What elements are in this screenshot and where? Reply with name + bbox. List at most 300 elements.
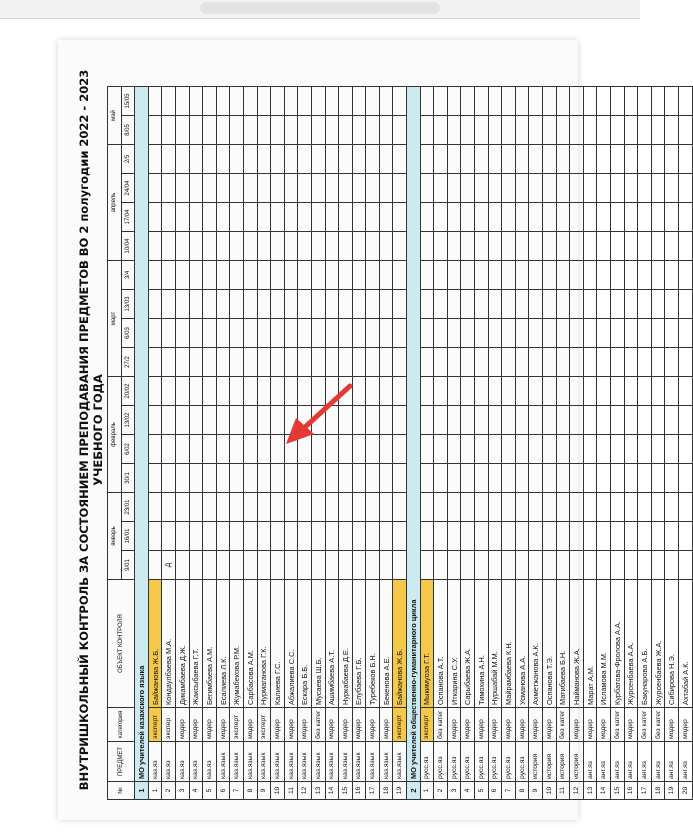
row-category: без катег (651, 708, 665, 742)
teacher-name: Бакунарова А.Б. (638, 580, 652, 708)
date-header: 2/5 (121, 145, 135, 174)
row-num: 9 (257, 782, 271, 800)
teacher-name: Елубаева Г.Б. (352, 580, 366, 708)
teacher-name: Майрамбаева К.Н. (502, 580, 516, 708)
mark-cell (597, 319, 611, 348)
mark-cell (583, 348, 597, 377)
row-subject: каз.язык (230, 742, 244, 782)
mark-cell (638, 203, 652, 232)
row-num: 18 (651, 782, 665, 800)
row-category: эксперт (420, 708, 434, 742)
row-category: модер (325, 708, 339, 742)
table-row (624, 87, 638, 800)
row-subject: анг.яз (665, 742, 679, 782)
row-category: модер (447, 708, 461, 742)
date-header: 3/4 (121, 261, 135, 290)
row-subject: русс.яз (447, 742, 461, 782)
row-subject: каз.язык (352, 742, 366, 782)
row-subject: каз.язык (339, 742, 353, 782)
mark-cell (597, 493, 611, 522)
date-header: 17/04 (121, 203, 135, 232)
row-num: 2 (434, 782, 448, 800)
row-subject: каз.язык (257, 742, 271, 782)
mark-cell (651, 464, 665, 493)
mark-cell (665, 551, 679, 580)
mark-cell (665, 319, 679, 348)
teacher-name: Мусаева Ш.Б. (311, 580, 325, 708)
mark-cell (665, 145, 679, 174)
row-num: 1 (420, 782, 434, 800)
mark-cell (597, 464, 611, 493)
row-num: 11 (284, 782, 298, 800)
row-num: 19 (393, 782, 407, 800)
teacher-name: Абжалиева С.С. (284, 580, 298, 708)
row-subject: анг.яз (624, 742, 638, 782)
header-category: категория (108, 708, 135, 742)
row-num: 6 (488, 782, 502, 800)
row-category: без катег (311, 708, 325, 742)
row-num: 11 (556, 782, 570, 800)
section-title: МО учителей казахского языка (135, 87, 149, 782)
row-category: модер (243, 708, 257, 742)
row-num: 6 (216, 782, 230, 800)
mark-cell (597, 261, 611, 290)
mark-cell (597, 435, 611, 464)
teacher-name: Сарыбаева Ж.А. (461, 580, 475, 708)
mark-cell (651, 232, 665, 261)
row-num: 2 (162, 782, 176, 800)
mark-cell (583, 87, 597, 116)
mark-cell (583, 116, 597, 145)
mark-cell (638, 261, 652, 290)
mark-cell (638, 493, 652, 522)
date-header: 27/2 (121, 348, 135, 377)
row-category: модер (678, 708, 692, 742)
row-num: 18 (379, 782, 393, 800)
mark-cell (624, 174, 638, 203)
mark-cell (651, 145, 665, 174)
mark-cell (678, 203, 692, 232)
row-num: 17 (366, 782, 380, 800)
mark-cell (665, 348, 679, 377)
date-header: 23/01 (121, 493, 135, 522)
row-category: модер (216, 708, 230, 742)
mark-cell (651, 551, 665, 580)
row-subject: каз.язык (366, 742, 380, 782)
section-title: МО учителей общественно-гуманитарного цикла (407, 87, 421, 782)
mark-cell (610, 377, 624, 406)
mark-cell (638, 435, 652, 464)
table-row (583, 87, 597, 800)
mark-cell (583, 290, 597, 319)
row-num: 17 (638, 782, 652, 800)
row-category: модер (543, 708, 557, 742)
date-header: 15/05 (121, 87, 135, 116)
teacher-name: Нуркабаева Д.Е. (339, 580, 353, 708)
row-num: 12 (298, 782, 312, 800)
row-subject: история (570, 742, 584, 782)
teacher-name: Бегимбаева А.М. (203, 580, 217, 708)
teacher-name: Туребеков Б.Н. (366, 580, 380, 708)
mark-cell (624, 116, 638, 145)
row-category: модер (488, 708, 502, 742)
mark-cell (638, 377, 652, 406)
mark-cell (651, 87, 665, 116)
row-category: модер (502, 708, 516, 742)
mark-cell (651, 319, 665, 348)
mark-cell (583, 145, 597, 174)
mark-cell (624, 232, 638, 261)
row-num: 15 (339, 782, 353, 800)
row-subject: каз.яз (189, 742, 203, 782)
row-num: 3 (447, 782, 461, 800)
row-num: 7 (230, 782, 244, 800)
mark-cell (651, 290, 665, 319)
mark-cell (583, 261, 597, 290)
mark-cell (624, 551, 638, 580)
teacher-name: Сарбасова А.М. (243, 580, 257, 708)
mark-cell (678, 261, 692, 290)
table-row (638, 87, 652, 800)
row-category: модер (284, 708, 298, 742)
teacher-name: Журсенбаева А.А. (624, 580, 638, 708)
month-header: март (108, 261, 122, 377)
row-category: без катег (434, 708, 448, 742)
teacher-name: Бекенова А.Е. (379, 580, 393, 708)
row-category: модер (529, 708, 543, 742)
row-num: 12 (570, 782, 584, 800)
row-category: модер (339, 708, 353, 742)
mark-cell (678, 319, 692, 348)
table-row (665, 87, 679, 800)
mark-cell (583, 232, 597, 261)
mark-cell (678, 232, 692, 261)
mark-cell (624, 203, 638, 232)
teacher-name: Иткарина С.У. (447, 580, 461, 708)
teacher-name: Журсенбаева Ж.А. (651, 580, 665, 708)
row-subject: каз.яз (175, 742, 189, 782)
mark-cell (678, 551, 692, 580)
row-category: эксперт (148, 708, 162, 742)
teacher-name: Ахметжанова А.К. (529, 580, 543, 708)
teacher-name: Матибаева Б.Н. (556, 580, 570, 708)
row-category: без катег (638, 708, 652, 742)
mark-cell (624, 435, 638, 464)
mark-cell (624, 493, 638, 522)
row-category: эксперт (257, 708, 271, 742)
mark-cell (665, 261, 679, 290)
row-num: 4 (189, 782, 203, 800)
mark-cell (583, 319, 597, 348)
mark-cell (678, 145, 692, 174)
row-category: модер (298, 708, 312, 742)
teacher-name: Кондаулбаева М.А. (162, 580, 176, 708)
mark-cell (610, 464, 624, 493)
mark-cell (651, 435, 665, 464)
mark-cell (583, 174, 597, 203)
mark-cell (610, 319, 624, 348)
row-category: модер (475, 708, 489, 742)
row-num: 14 (325, 782, 339, 800)
row-subject: история (556, 742, 570, 782)
mark-cell (678, 377, 692, 406)
date-header: 13/02 (121, 406, 135, 435)
table-row (597, 87, 611, 800)
mark-cell (638, 406, 652, 435)
row-subject: анг.яз (610, 742, 624, 782)
mark-cell (610, 435, 624, 464)
mark-cell (678, 406, 692, 435)
row-num: 10 (543, 782, 557, 800)
teacher-name: Курбатова-Фролова А.А. (610, 580, 624, 708)
mark-cell (665, 493, 679, 522)
table-row (610, 87, 624, 800)
mark-cell (678, 522, 692, 551)
teacher-name: Мыкимуоза Г.Т. (420, 580, 434, 708)
date-header: 16/01 (121, 522, 135, 551)
table-row (651, 87, 665, 800)
row-subject: каз.язык (393, 742, 407, 782)
teacher-name: Нуршабай М.М. (488, 580, 502, 708)
mark-cell (638, 145, 652, 174)
mark-cell: Д (162, 551, 176, 580)
mark-cell (610, 116, 624, 145)
browser-bar (0, 0, 640, 19)
mark-cell (665, 203, 679, 232)
date-header: 24/04 (121, 174, 135, 203)
row-category: экспер (162, 708, 176, 742)
row-subject: история (529, 742, 543, 782)
row-subject: русс.яз (461, 742, 475, 782)
row-subject: русс.яз (488, 742, 502, 782)
document-title: ВНУТРИШКОЛЬНЫЙ КОНТРОЛЬ ЗА СОСТОЯНИЕМ ПРЕПОДАВАНИЯ ПРЕДМЕТОВ ВО 2 полугодии 2022 - 2023 УЧЕБНОГО ГОДА (77, 69, 105, 791)
row-category: модер (583, 708, 597, 742)
row-subject: каз.яз (148, 742, 162, 782)
month-header: апрель (108, 145, 122, 261)
teacher-name: Усманова А.А. (515, 580, 529, 708)
row-subject: русс.яз (515, 742, 529, 782)
row-category: эксперт (393, 708, 407, 742)
mark-cell (610, 203, 624, 232)
row-subject: каз.язык (284, 742, 298, 782)
mark-cell (638, 319, 652, 348)
mark-cell (610, 145, 624, 174)
mark-cell (597, 290, 611, 319)
mark-cell (651, 116, 665, 145)
mark-cell (678, 290, 692, 319)
row-subject: русс.яз (502, 742, 516, 782)
row-subject: каз.яз (203, 742, 217, 782)
address-pill (200, 2, 440, 14)
mark-cell (678, 348, 692, 377)
month-header: январь (108, 493, 122, 580)
mark-cell (665, 406, 679, 435)
mark-cell (583, 522, 597, 551)
mark-cell (638, 551, 652, 580)
mark-cell (597, 348, 611, 377)
row-num: 16 (624, 782, 638, 800)
mark-cell (665, 435, 679, 464)
row-subject: анг.яз (597, 742, 611, 782)
row-subject: анг.яз (678, 742, 692, 782)
mark-cell (651, 522, 665, 551)
mark-cell (638, 116, 652, 145)
teacher-name: Оспанова Т.Э. (543, 580, 557, 708)
mark-cell (624, 145, 638, 174)
mark-cell (651, 377, 665, 406)
teacher-name: Оспанова А.Т. (434, 580, 448, 708)
month-header: май (108, 87, 122, 145)
row-category: модер (352, 708, 366, 742)
row-num: 13 (583, 782, 597, 800)
row-num: 5 (475, 782, 489, 800)
row-subject: каз.язык (379, 742, 393, 782)
row-num: 15 (610, 782, 624, 800)
mark-cell (610, 232, 624, 261)
mark-cell (597, 551, 611, 580)
row-category: модер (366, 708, 380, 742)
mark-cell (665, 290, 679, 319)
red-arrow-annotation (58, 40, 578, 820)
row-subject: анг.яз (638, 742, 652, 782)
date-header: 20/02 (121, 377, 135, 406)
mark-cell (678, 464, 692, 493)
row-subject: история (543, 742, 557, 782)
teacher-name: Жаксыбаева Г.Т. (189, 580, 203, 708)
mark-cell (665, 87, 679, 116)
row-category: модер (461, 708, 475, 742)
row-num: 20 (678, 782, 692, 800)
row-num: 1 (148, 782, 162, 800)
mark-cell (583, 493, 597, 522)
mark-cell (651, 348, 665, 377)
row-num: 8 (515, 782, 529, 800)
row-category: модер (271, 708, 285, 742)
row-category: модер (175, 708, 189, 742)
mark-cell (638, 87, 652, 116)
mark-cell (624, 319, 638, 348)
mark-cell (665, 377, 679, 406)
mark-cell (651, 203, 665, 232)
mark-cell (678, 493, 692, 522)
mark-cell (610, 493, 624, 522)
row-category: без катег (556, 708, 570, 742)
mark-cell (583, 406, 597, 435)
scanned-document-page (58, 40, 690, 820)
mark-cell (597, 377, 611, 406)
mark-cell (665, 232, 679, 261)
teacher-name: Байжанова Ж.Б. (148, 580, 162, 708)
row-category: модер (203, 708, 217, 742)
mark-cell (624, 522, 638, 551)
row-subject: русс.яз (475, 742, 489, 782)
mark-cell (583, 203, 597, 232)
mark-cell (651, 493, 665, 522)
teacher-name: Есалиева Л.К. (216, 580, 230, 708)
date-header: 10/04 (121, 232, 135, 261)
mark-cell (651, 406, 665, 435)
teacher-name: Тимохина А.Н. (475, 580, 489, 708)
mark-cell (665, 464, 679, 493)
row-category: модер (597, 708, 611, 742)
row-subject: анг.яз (583, 742, 597, 782)
row-num: 8 (243, 782, 257, 800)
mark-cell (665, 522, 679, 551)
mark-cell (624, 87, 638, 116)
mark-cell (583, 435, 597, 464)
row-subject: анг.яз (651, 742, 665, 782)
mark-cell (624, 377, 638, 406)
date-header: 6/03 (121, 319, 135, 348)
mark-cell (624, 290, 638, 319)
table-row (678, 87, 692, 800)
mark-cell (610, 406, 624, 435)
row-subject: каз.язык (243, 742, 257, 782)
row-num: 4 (461, 782, 475, 800)
teacher-name: Жумабекова Р.М. (230, 580, 244, 708)
month-header: февраль (108, 377, 122, 493)
row-subject: каз.язык (216, 742, 230, 782)
mark-cell (610, 522, 624, 551)
date-header: 30/1 (121, 464, 135, 493)
row-category: модер (624, 708, 638, 742)
row-category: эксперт (230, 708, 244, 742)
teacher-name: Ахтабай А.К. (678, 580, 692, 708)
mark-cell (583, 551, 597, 580)
mark-cell (678, 116, 692, 145)
mark-cell (624, 406, 638, 435)
row-subject: каз.язык (298, 742, 312, 782)
row-num: 19 (665, 782, 679, 800)
mark-cell (678, 87, 692, 116)
row-num: 13 (311, 782, 325, 800)
row-num: 16 (352, 782, 366, 800)
section-num: 2 (407, 782, 421, 800)
section-num: 1 (135, 782, 149, 800)
header-object: ОБЪЕКТ КОНТРОЛЯ (108, 580, 135, 708)
mark-cell (610, 348, 624, 377)
row-num: 7 (502, 782, 516, 800)
mark-cell (597, 145, 611, 174)
row-category: модер (379, 708, 393, 742)
mark-cell (638, 174, 652, 203)
teacher-name: Марат А.М. (583, 580, 597, 708)
mark-cell (583, 464, 597, 493)
teacher-name: Байжанова Ж.Б. (393, 580, 407, 708)
teacher-name: Ескара Б.Б. (298, 580, 312, 708)
teacher-name: Ашимбаева А.Т. (325, 580, 339, 708)
header-num: № (108, 782, 135, 800)
row-subject: каз.яз (162, 742, 176, 782)
mark-cell (638, 290, 652, 319)
row-subject: русс.яз (434, 742, 448, 782)
mark-cell (610, 87, 624, 116)
teacher-name: Исламова М.М. (597, 580, 611, 708)
teacher-name: Калиева Г.С. (271, 580, 285, 708)
mark-cell (597, 87, 611, 116)
row-category: модер (515, 708, 529, 742)
mark-cell (638, 464, 652, 493)
mark-cell (638, 348, 652, 377)
row-subject: русс.яз (420, 742, 434, 782)
row-category: без катег (610, 708, 624, 742)
row-num: 14 (597, 782, 611, 800)
mark-cell (610, 174, 624, 203)
mark-cell (597, 406, 611, 435)
mark-cell (597, 116, 611, 145)
mark-cell (597, 203, 611, 232)
row-category: модер (665, 708, 679, 742)
